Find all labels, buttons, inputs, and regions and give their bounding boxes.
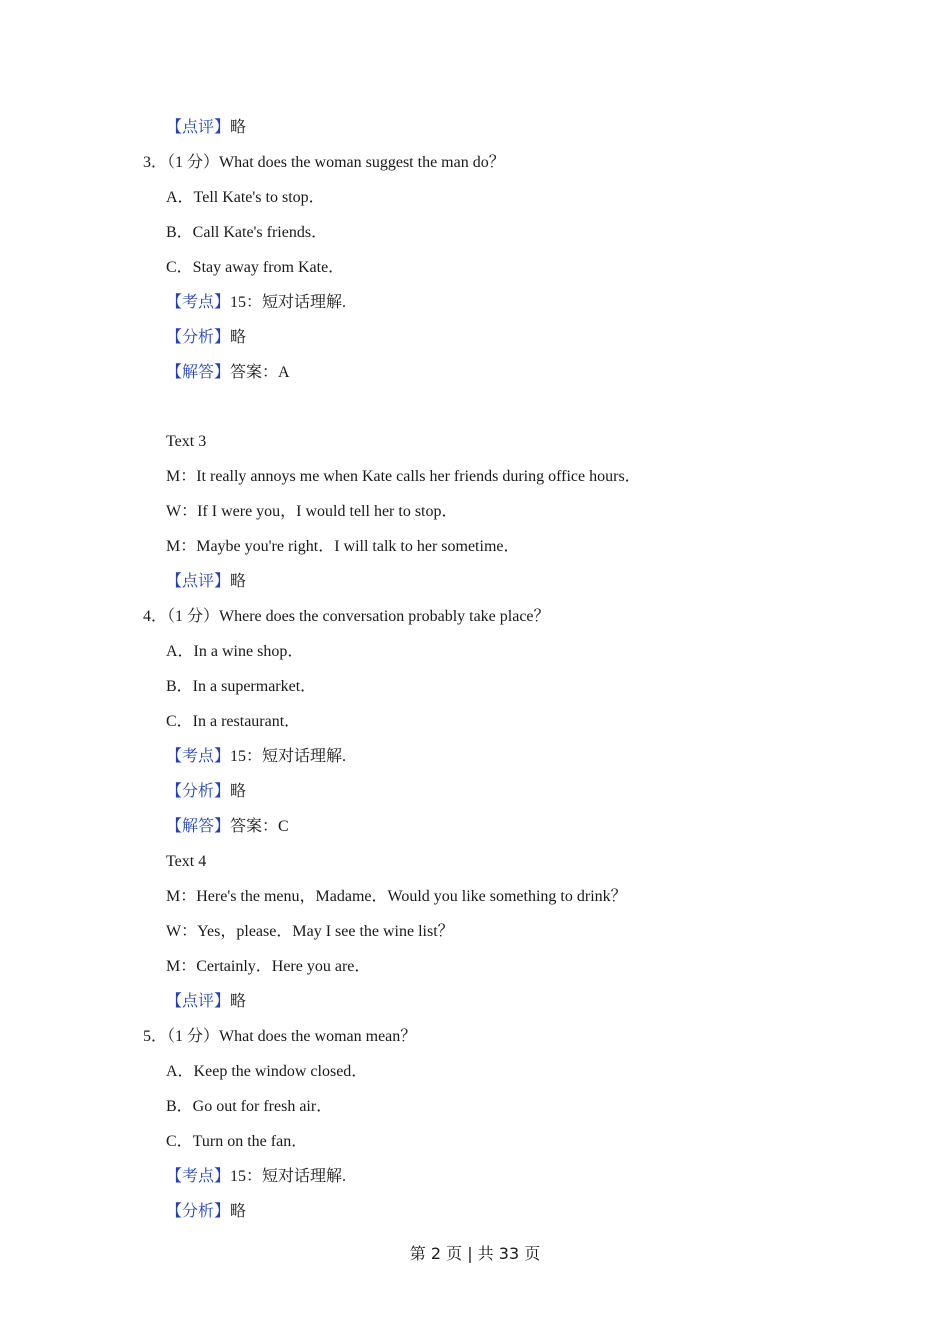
question-4-option-c: C．In a restaurant． xyxy=(166,713,301,730)
review-tag: 【点评】 xyxy=(166,573,231,590)
question-4-fenxi xyxy=(166,782,246,802)
text-4-dialog-1: M：Here's the menu，Madame．Would you like something to drink？ xyxy=(166,888,627,905)
question-5-option-c: C．Turn on the fan． xyxy=(166,1133,308,1150)
review-text: 略 xyxy=(230,119,247,136)
question-4-kaodian xyxy=(166,747,346,767)
question-3-option-a: A．Tell Kate's to stop． xyxy=(166,189,325,206)
question-5-option-b: B．Go out for fresh air． xyxy=(166,1098,333,1115)
question-3-kaodian xyxy=(166,293,346,313)
text-3-dialog-3: M：Maybe you're right．I will talk to her sometime． xyxy=(166,538,520,555)
jieda-text: 答案：A xyxy=(230,364,290,381)
review-line xyxy=(166,118,246,138)
question-5-option-a: A．Keep the window closed． xyxy=(166,1063,368,1080)
question-3-option-c: C．Stay away from Kate． xyxy=(166,259,345,276)
fenxi-text: 略 xyxy=(230,783,247,800)
question-4-option-b: B．In a supermarket． xyxy=(166,678,317,695)
review-tag: 【点评】 xyxy=(166,119,231,136)
question-5-stem: 5．（1 分）What does the woman mean？ xyxy=(143,1028,417,1045)
jieda-tag: 【解答】 xyxy=(166,364,231,381)
text-3-title: Text 3 xyxy=(166,433,207,450)
question-3-stem: 3．（1 分）What does the woman suggest the man do？ xyxy=(143,154,505,171)
question-5-kaodian xyxy=(166,1167,346,1187)
fenxi-tag: 【分析】 xyxy=(166,1203,231,1220)
fenxi-text: 略 xyxy=(230,329,247,346)
question-4-review xyxy=(166,992,246,1012)
review-tag: 【点评】 xyxy=(166,993,231,1010)
question-5-fenxi xyxy=(166,1202,246,1222)
fenxi-tag: 【分析】 xyxy=(166,329,231,346)
text-4-title: Text 4 xyxy=(166,853,207,870)
question-4-jieda xyxy=(166,817,289,837)
review-text: 略 xyxy=(230,573,247,590)
question-3-jieda xyxy=(166,363,290,383)
question-4-option-a: A．In a wine shop． xyxy=(166,643,304,660)
review-text: 略 xyxy=(230,993,247,1010)
text-4-dialog-3: M：Certainly．Here you are． xyxy=(166,958,371,975)
question-3-fenxi xyxy=(166,328,246,348)
text-3-dialog-1: M：It really annoys me when Kate calls her friends during office hours． xyxy=(166,468,641,485)
kaodian-text: 15：短对话理解. xyxy=(230,748,347,765)
kaodian-tag: 【考点】 xyxy=(166,748,231,765)
jieda-tag: 【解答】 xyxy=(166,818,231,835)
text-3-dialog-2: W：If I were you，I would tell her to stop． xyxy=(166,503,458,520)
kaodian-tag: 【考点】 xyxy=(166,294,231,311)
fenxi-text: 略 xyxy=(230,1203,247,1220)
text-4-dialog-2: W：Yes，please．May I see the wine list？ xyxy=(166,923,454,940)
question-4-stem: 4．（1 分）Where does the conversation probably take place？ xyxy=(143,608,550,625)
kaodian-tag: 【考点】 xyxy=(166,1168,231,1185)
page-footer: 第 2 页 | 共 33 页 xyxy=(409,1244,541,1263)
fenxi-tag: 【分析】 xyxy=(166,783,231,800)
kaodian-text: 15：短对话理解. xyxy=(230,1168,347,1185)
jieda-text: 答案：C xyxy=(230,818,289,835)
question-3-option-b: B．Call Kate's friends． xyxy=(166,224,328,241)
kaodian-text: 15：短对话理解. xyxy=(230,294,347,311)
question-3-review xyxy=(166,572,246,592)
